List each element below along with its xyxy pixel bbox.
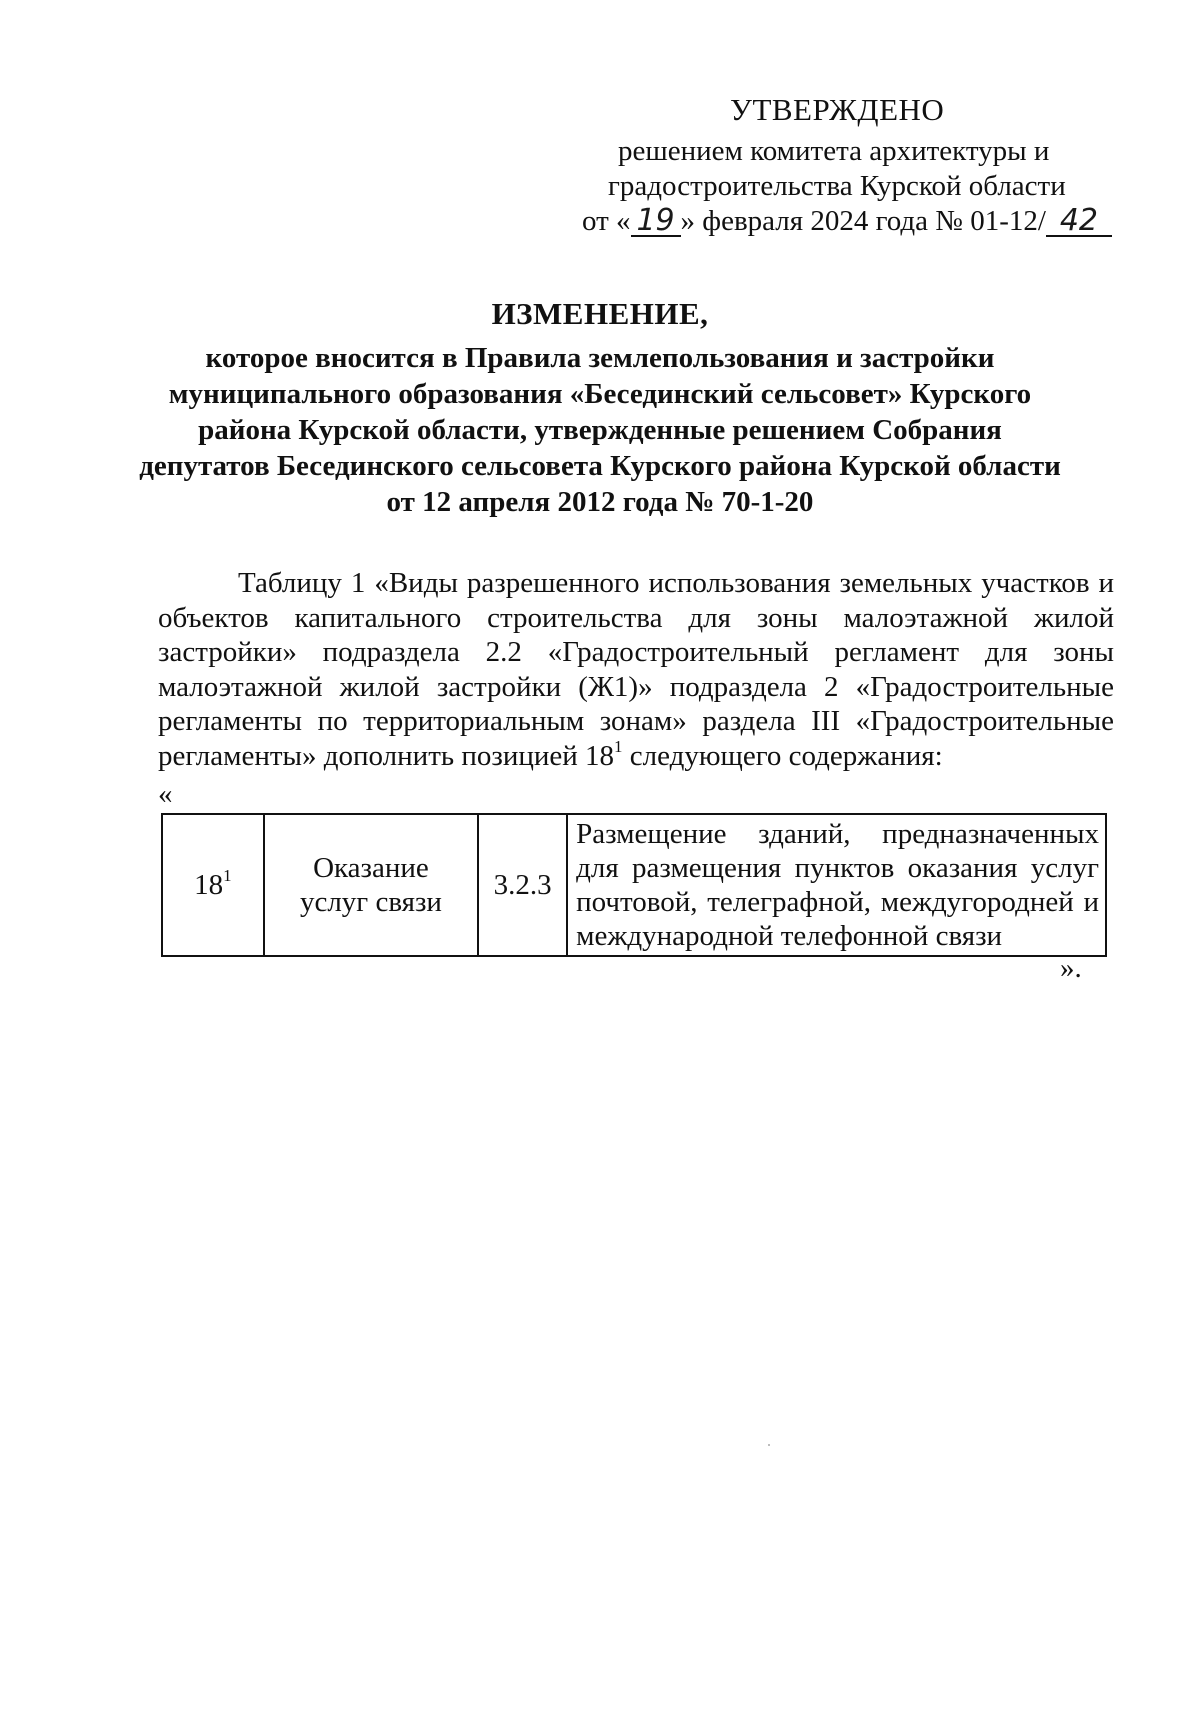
table-cell-position: [162, 814, 264, 956]
heading-line-4: депутатов Бесединского сельсовета Курского района Курской области: [139, 450, 1061, 482]
table-cell-code: 3.2.3: [478, 814, 567, 956]
heading-line-2: муниципального образования «Бесединский сельсовет» Курского: [168, 378, 1032, 410]
approval-doc-number-handwritten: 42: [1046, 207, 1112, 237]
heading-line-1: которое вносится в Правила землепользования и застройки: [205, 342, 995, 374]
paragraph-main-text: Таблицу 1 «Виды разрешенного использования земельных участков и объектов капитального строительства для зоны малоэтажной жилой застройки» подраздела 2.2 «Градостроительный регламент для зоны малоэтажной жилой застройки (Ж1)» подраздела 2 «Градостроительные регламенты по территориальным зонам» раздела III «Градостроительные регламенты» дополнить позицией 18: [158, 567, 1114, 772]
heading-title: ИЗМЕНЕНИЕ,: [491, 296, 709, 331]
use-name-line2: услуг связи: [299, 886, 442, 918]
closing-quote: ».: [1060, 952, 1082, 984]
paragraph-end-text: следующего содержания:: [622, 739, 943, 772]
use-name-line1: Оказание: [313, 852, 429, 884]
approval-authority-line2: градостроительства Курской области: [608, 170, 1066, 202]
table-cell-name: [264, 814, 478, 956]
opening-quote: «: [158, 778, 173, 810]
body-paragraph: [158, 566, 1114, 773]
approval-title: УТВЕРЖДЕНО: [730, 92, 945, 127]
position-superscript: 1: [223, 866, 232, 885]
amendment-paragraph: [158, 566, 1114, 773]
approval-authority-line1: решением комитета архитектуры и: [618, 135, 1050, 167]
amendment-table: [161, 813, 1107, 957]
approval-date-prefix: от «: [582, 205, 631, 237]
approval-date-line: [582, 204, 1112, 239]
scan-speck: [768, 1444, 770, 1446]
heading-line-5: от 12 апреля 2012 года № 70-1-20: [386, 486, 814, 518]
table-row: [162, 814, 1106, 956]
paragraph-superscript: 1: [614, 736, 623, 756]
approval-date-day-handwritten: 19: [631, 207, 681, 237]
approval-date-middle: » февраля 2024 года № 01-12/: [680, 205, 1046, 237]
table-cell-description: Размещение зданий, предназначенных для размещения пунктов оказания услуг почтовой, телеграфной, междугородней и международной телефонной связи: [567, 814, 1106, 956]
position-number: 18: [194, 869, 224, 901]
document-heading: [120, 296, 1080, 520]
heading-line-3: района Курской области, утвержденные решением Собрания: [198, 414, 1002, 446]
